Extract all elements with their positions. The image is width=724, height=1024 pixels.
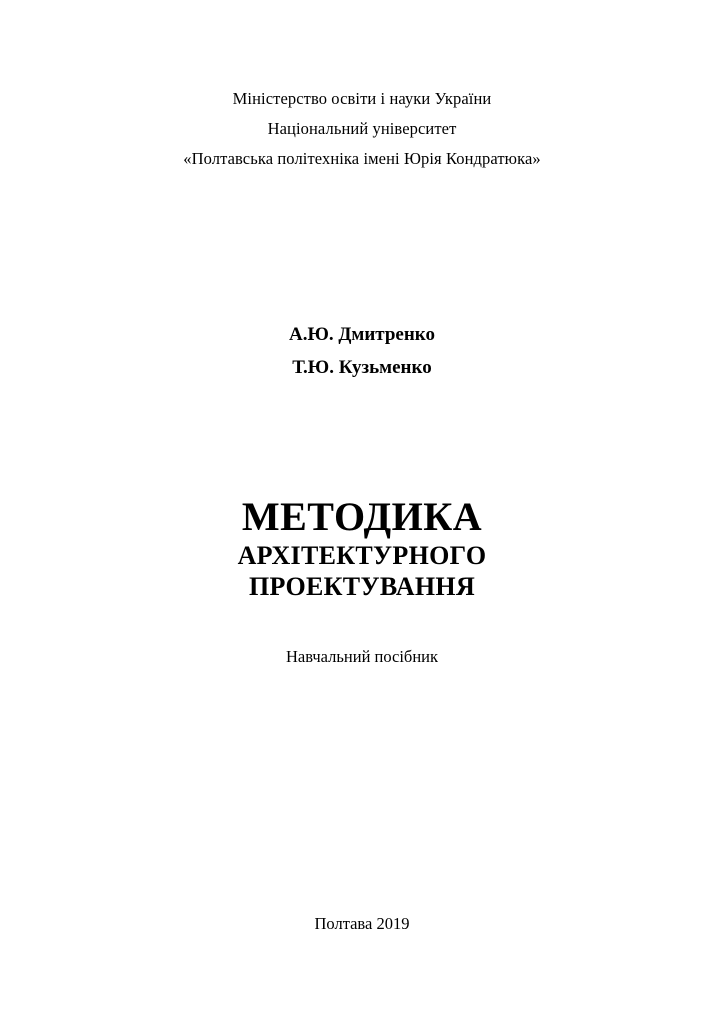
author-first: А.Ю. Дмитренко bbox=[288, 324, 436, 345]
title-main: МЕТОДИКА bbox=[241, 494, 483, 539]
institution-block bbox=[0, 84, 724, 174]
title-block bbox=[0, 494, 724, 602]
imprint-place-year: Полтава 2019 bbox=[314, 914, 410, 933]
document-type-subtitle: Навчальний посібник bbox=[285, 647, 438, 666]
authors-block bbox=[0, 318, 724, 384]
university-line: Національний університет bbox=[267, 119, 457, 138]
title-sub-line-1: АРХІТЕКТУРНОГО bbox=[237, 541, 487, 570]
university-name-line: «Полтавська політехніка імені Юрія Кондратюка» bbox=[183, 149, 541, 168]
author-second: Т.Ю. Кузьменко bbox=[292, 357, 432, 378]
title-sub-line-2: ПРОЕКТУВАННЯ bbox=[248, 572, 476, 601]
ministry-line: Міністерство освіти і науки України bbox=[232, 89, 492, 108]
